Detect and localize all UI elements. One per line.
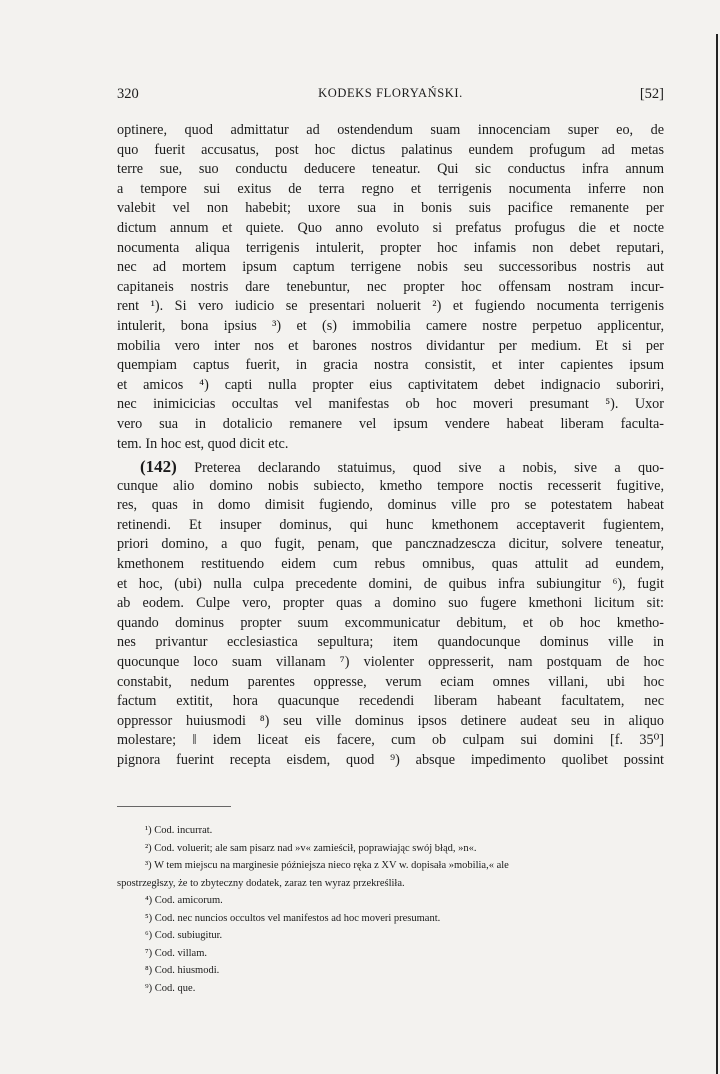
- footnote: ³) W tem miejscu na marginesie późniejsza nieco ręka z XV w. dopisała »mobilia,« ale: [145, 860, 509, 871]
- text-line: valebit vel non habebit; uxore sua in bonis suis pacifice remanente per: [117, 200, 664, 217]
- running-title: KODEKS FLORYAŃSKI.: [318, 86, 463, 100]
- text-line: vero sua in dotalicio remanere vel ipsum vendere habeat liberam faculta-: [117, 415, 664, 432]
- footnote: ⁴) Cod. amicorum.: [145, 895, 223, 906]
- text-line: pignora fuerint recepta eisdem, quod ⁹) absque impedimento quolibet possint: [117, 752, 664, 768]
- text-line: mobilia vero inter nos et barones nostros dividantur per medium. Et si per: [117, 337, 664, 354]
- text-line: molestare; ‖ idem liceat eis facere, cum ob culpam sui domini [f. 35⁰]: [117, 732, 664, 749]
- section-number: (142): [140, 457, 177, 477]
- text-line: intulerit, bona ipsius ³) et (s) immobilia camere nostre perpetuo applicentur,: [117, 317, 664, 334]
- text-line: res, quas in domo dimisit fugiendo, dominus ville pro se potestatem habeat: [117, 497, 664, 514]
- text-line: terre sue, suo conductu deducere teneatur. Qui sic conductus infra annum: [117, 161, 664, 178]
- text-line: nes privantur ecclesiastica sepultura; item quandocunque dominus ville in: [117, 634, 664, 651]
- text-line: quando dominus propter suum excommunicatur debitum, et ob hoc kmetho-: [117, 614, 664, 631]
- text-line: nec ad mortem ipsum captum terrigene nobis seu successoribus nostris aut: [117, 259, 664, 276]
- footnote: ⁸) Cod. hiusmodi.: [145, 965, 220, 976]
- text-line: kmethonem restituendo eidem cum rebus omnibus, quas attulit ad eundem,: [117, 556, 664, 573]
- page-number: 320: [117, 86, 139, 102]
- footnote: ¹) Cod. incurrat.: [145, 825, 213, 836]
- footnote-separator: [117, 806, 231, 807]
- footnotes: [117, 822, 664, 997]
- text-line: rent ¹). Si vero iudicio se presentari noluerit ²) et fugiendo nocumenta terrigenis: [117, 298, 664, 315]
- text-line: cunque alio domino nobis subiecto, kmetho tempore noctis recesserit fugitive,: [117, 477, 664, 494]
- running-header: [117, 86, 664, 106]
- text-line: tem. In hoc est, quod dicit etc.: [117, 435, 289, 452]
- text-line: nec inimicicias occultas vel manifestas ob hoc moveri presumant ⁵). Uxor: [117, 396, 664, 413]
- text-line: capitaneis nostris dare tenebuntur, nec propter hoc offensam nostram incur-: [117, 278, 664, 295]
- text-line: et amicos ⁴) capti nulla propter eius captivitatem debet indignacio suboriri,: [117, 376, 664, 393]
- footnote: ²) Cod. voluerit; ale sam pisarz nad »v« zamieścił, poprawiając swój błąd, »n«.: [145, 842, 477, 854]
- footnote: ⁵) Cod. nec nuncios occultos vel manifestos ad hoc moveri presumant.: [145, 912, 441, 924]
- text-line: retinendi. Et insuper dominus, qui hunc kmethonem acceptaverit fugientem,: [117, 516, 664, 533]
- text-line: priori domino, a quo fugit, penam, que pancznadzescza dicitur, solvere teneatur,: [117, 536, 664, 553]
- text-line: optinere, quod admittatur ad ostendendum suam innocenciam super eo, de: [117, 122, 664, 138]
- text-line: factum extitit, hora quacunque recedendi liberam habeant facultatem, nec: [117, 693, 664, 710]
- original-page-marker: [52]: [639, 86, 664, 102]
- text-line: ab eodem. Culpe vero, propter quas a domino suo fugere kmethoni licitum sit:: [117, 595, 664, 612]
- footnote: ⁶) Cod. subiugitur.: [145, 930, 223, 941]
- page-edge-line: [716, 34, 718, 1074]
- text-line: nocumenta aliqua terrigenis intulerit, propter hoc infamis non debet reputari,: [117, 239, 664, 256]
- text-line: quocunque loco suam villanam ⁷) violenter oppresserit, nam postquam de hoc: [117, 654, 664, 671]
- footnote: ⁷) Cod. villam.: [145, 947, 207, 959]
- text-line: et hoc, (ubi) nulla culpa precedente domini, de quibus infra subiungitur ⁶), fugit: [117, 575, 664, 592]
- main-text: [117, 121, 664, 771]
- text-line: oppressor huiusmodi ⁸) seu ville dominus ipsos detinere audeat seu in aliquo: [117, 712, 664, 729]
- footnote: ⁹) Cod. que.: [145, 982, 196, 994]
- text-line: a tempore sui exitus de terra regno et terrigenis nocumenta inferre non: [117, 180, 664, 197]
- text-line: quo fuerit accusatus, post hoc dictus palatinus eundem profugum ad metas: [117, 141, 664, 158]
- text-line: dictum annum et quiete. Quo anno evoluto si prefatus profugus die et nocte: [117, 219, 664, 236]
- footnote-continuation: spostrzegłszy, że to zbyteczny dodatek, zaraz ten wyraz przekreśliła.: [117, 877, 405, 889]
- section-opening-text: Preterea declarando statuimus, quod sive a nobis, sive a quo-: [194, 460, 664, 477]
- section-first-line: [117, 457, 664, 477]
- text-line: quempiam captus fuerit, in gracia nostra consistit, et inter capientes ipsum: [117, 357, 664, 374]
- text-line: constabit, nedum parentes oppresse, verum eciam omnes villani, ubi hoc: [117, 673, 664, 690]
